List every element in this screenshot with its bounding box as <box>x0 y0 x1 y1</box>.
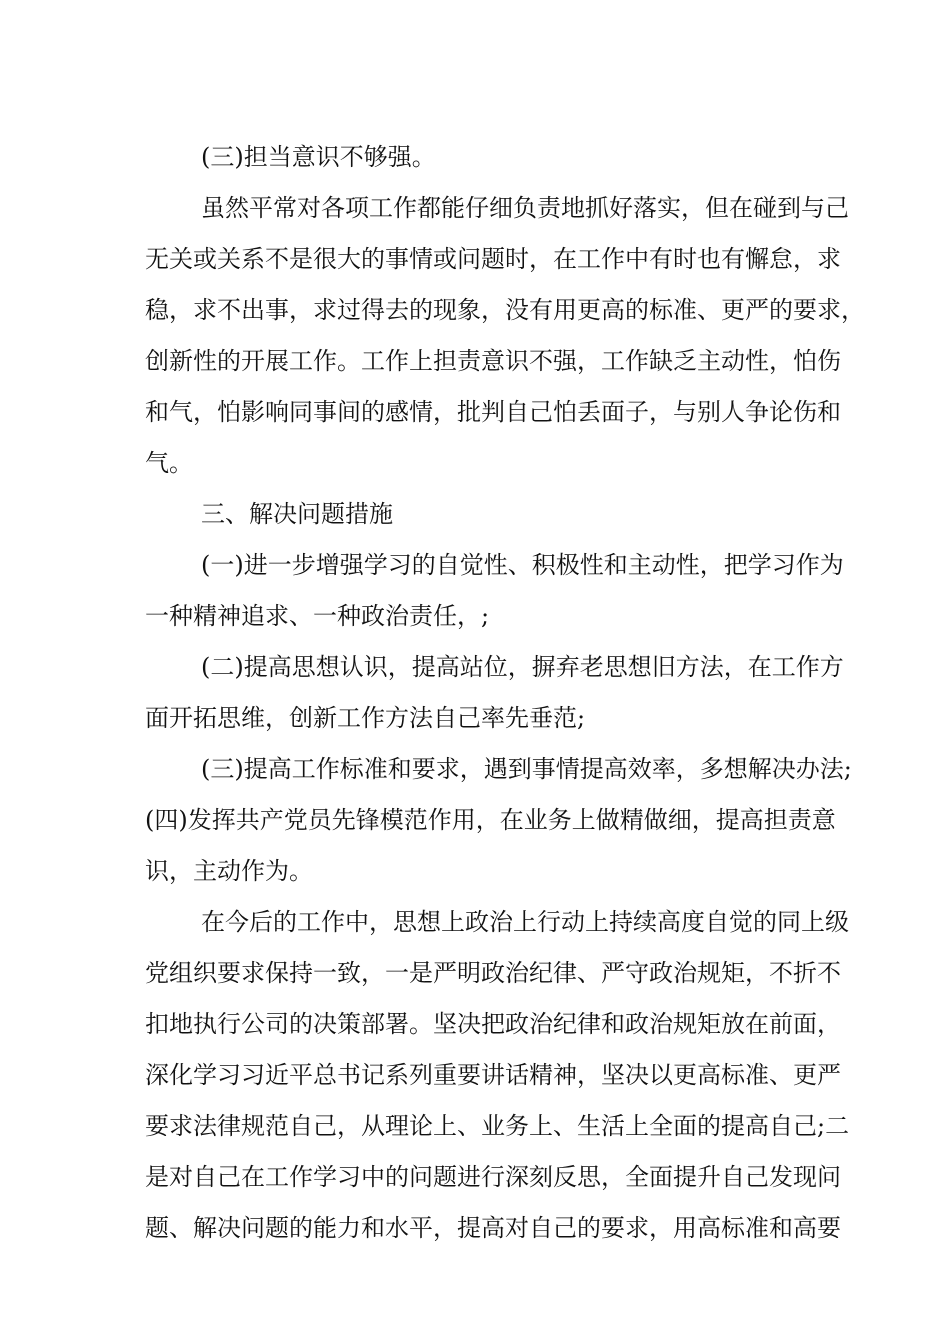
paragraph-line: 气。 <box>145 449 193 477</box>
section-heading: 三、解决问题措施 <box>201 500 393 528</box>
paragraph-line: 党组织要求保持一致，一是严明政治纪律、严守政治规矩，不折不 <box>145 959 841 987</box>
paragraph-line: (一)进一步增强学习的自觉性、积极性和主动性，把学习作为 <box>201 551 844 579</box>
paragraph-line: 和气，怕影响同事间的感情，批判自己怕丢面子，与别人争论伤和 <box>145 398 841 426</box>
paragraph-line: 深化学习习近平总书记系列重要讲话精神，坚决以更高标准、更严 <box>145 1061 841 1089</box>
paragraph-line: 稳，求不出事，求过得去的现象，没有用更高的标准、更严的要求， <box>145 296 865 324</box>
paragraph-line: 一种精神追求、一种政治责任，; <box>145 602 490 630</box>
paragraph-line: (四)发挥共产党员先锋模范作用，在业务上做精做细，提高担责意 <box>145 806 836 834</box>
paragraph-line: 识，主动作为。 <box>145 857 313 885</box>
paragraph-line: 虽然平常对各项工作都能仔细负责地抓好落实，但在碰到与己 <box>201 194 849 222</box>
paragraph-line: 是对自己在工作学习中的问题进行深刻反思，全面提升自己发现问 <box>145 1163 841 1191</box>
paragraph-line: 面开拓思维，创新工作方法自己率先垂范; <box>145 704 586 732</box>
paragraph-line: 要求法律规范自己，从理论上、业务上、生活上全面的提高自己;二 <box>145 1112 850 1140</box>
paragraph-line: 扣地执行公司的决策部署。坚决把政治纪律和政治规矩放在前面， <box>145 1010 841 1038</box>
paragraph-line: 题、解决问题的能力和水平，提高对自己的要求，用高标准和高要 <box>145 1214 841 1242</box>
paragraph-line: (三)提高工作标准和要求，遇到事情提高效率，多想解决办法; <box>201 755 852 783</box>
paragraph-line: 创新性的开展工作。工作上担责意识不强，工作缺乏主动性，怕伤 <box>145 347 841 375</box>
paragraph-line: (二)提高思想认识，提高站位，摒弃老思想旧方法，在工作方 <box>201 653 844 681</box>
paragraph-line: 无关或关系不是很大的事情或问题时，在工作中有时也有懈怠，求 <box>145 245 841 273</box>
section-heading: (三)担当意识不够强。 <box>201 143 436 171</box>
document-body <box>145 132 865 1254</box>
paragraph-line: 在今后的工作中，思想上政治上行动上持续高度自觉的同上级 <box>201 908 849 936</box>
